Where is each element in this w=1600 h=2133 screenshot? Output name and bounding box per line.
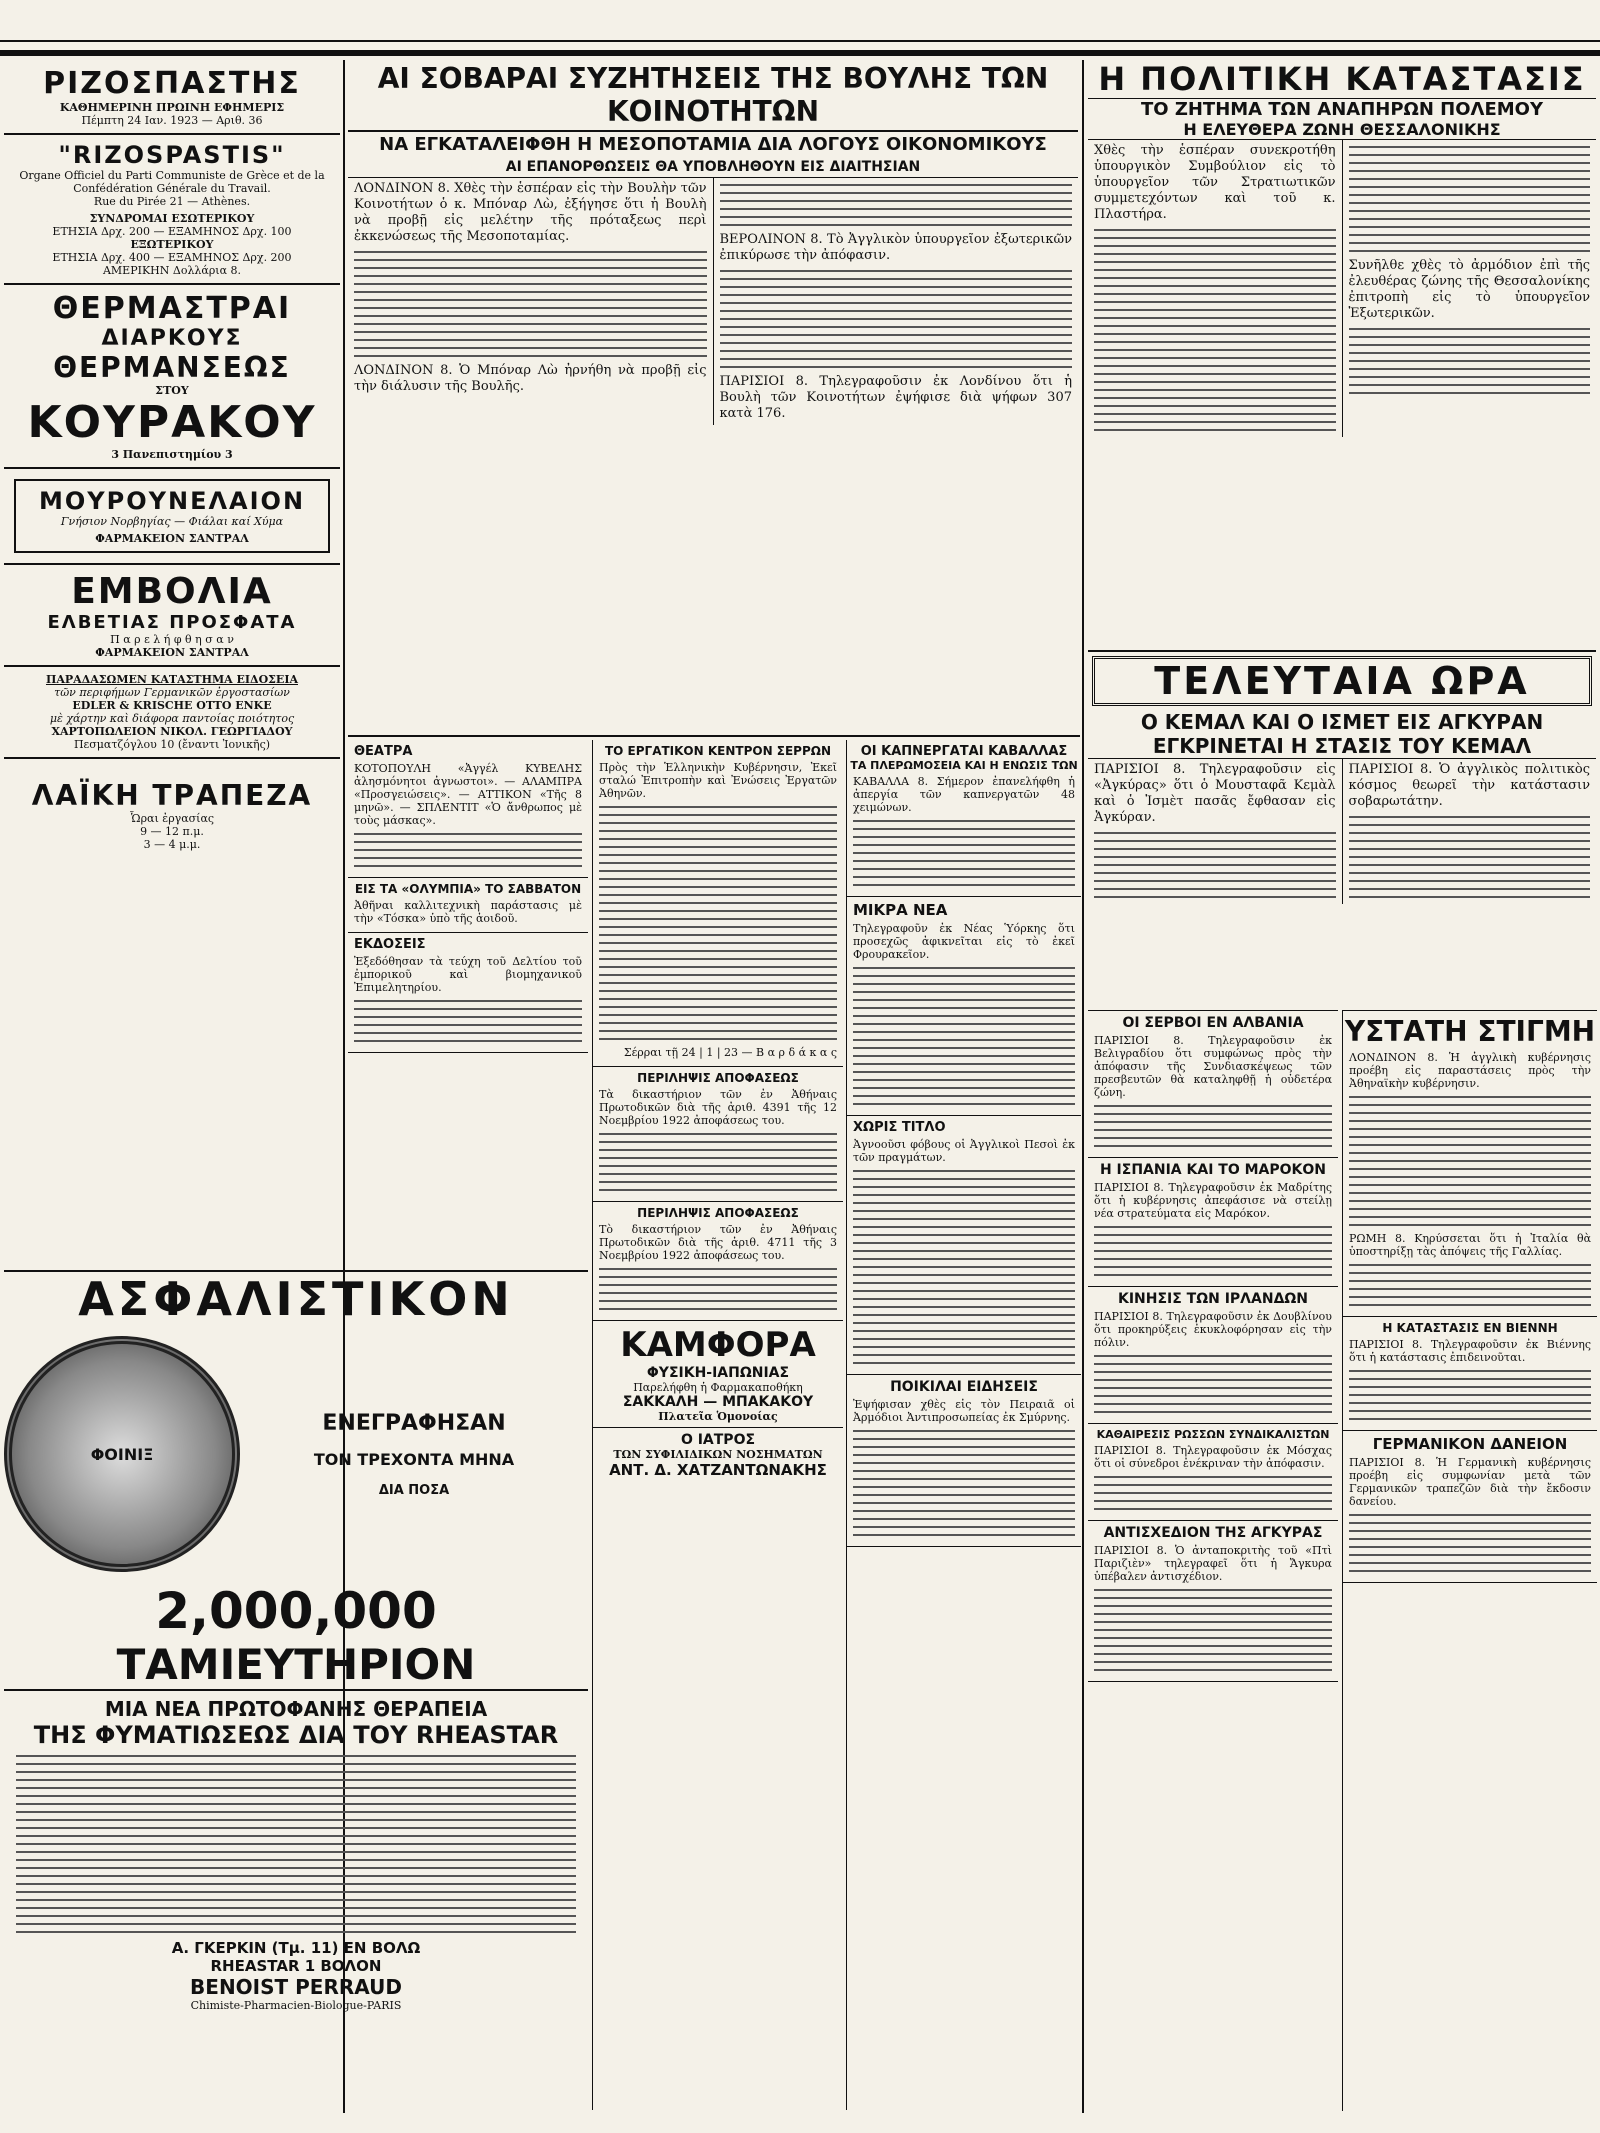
serbs-head: ΟΙ ΣΕΡΒΟΙ ΕΝ ΑΛΒΑΝΙΑ <box>1122 1015 1304 1031</box>
vienna-head: Η ΚΑΤΑΣΤΑΣΙΣ ΕΝ ΒΙΕΝΝΗ <box>1382 1321 1558 1335</box>
text-filler <box>720 184 1073 226</box>
politics-paragraph2: Συνῆλθε χθὲς τὸ ἀρμόδιον ἐπὶ τῆς ἐλευθέρας ζώνης τῆς Θεσσαλονίκης ἐπιτροπὴ εἰς τὸ ὑπουργεῖον Ἐξωτερικῶν. <box>1348 258 1590 321</box>
spain-text: ΠΑΡΙΣΙΟΙ 8. Τηλεγραφοῦσιν ἐκ Μαδρίτης ὅτι ἡ κυβέρνησις ἀπεφάσισε νὰ στείλῃ νέα στρατεύματα εἰς Μαρόκον. <box>1094 1181 1332 1220</box>
commons-bottom-rule <box>348 735 1080 737</box>
commons-paragraph3: ΛΟΝΔΙΝΟΝ 8. Ὁ Μπόναρ Λὼ ἠρνήθη νὰ προβῇ εἰς τὴν διάλυσιν τῆς Βουλῆς. <box>354 363 707 394</box>
rheastar-line1: ΜΙΑ ΝΕΑ ΠΡΩΤΟΦΑΝΗΣ ΘΕΡΑΠΕΙΑ <box>104 1697 488 1721</box>
last-hour-subheading2: ΕΓΚΡΙΝΕΤΑΙ Η ΣΤΑΣΙΣ ΤΟΥ ΚΕΜΑΛ <box>1088 734 1596 759</box>
serbs-text: ΠΑΡΙΣΙΟΙ 8. Τηλεγραφοῦσιν ἐκ Βελιγραδίου ὅτι συμφώνως πρὸς τὴν ἀπόφασιν τῆς Συνδιασκέψεως τῶν πρεσβευτῶν θὰ καταληφθῇ ἡ οὐδετέρα ζώνη. <box>1094 1034 1332 1099</box>
masthead-title: ΡΙΖΟΣΠΑΣΤΗΣ <box>43 66 301 101</box>
notice2-text: Τὸ δικαστήριον τῶν ἐν Ἀθήναις Πρωτοδικῶν διὰ τῆς ἀριθ. 4711 τῆς 3 Νοεμβρίου 1922 ἀποφάσεως του. <box>599 1223 837 1262</box>
workers-signature: Σέρραι τῇ 24 | 1 | 23 — Β α ρ δ ά κ α ς <box>623 1046 837 1059</box>
store-line4: ΧΑΡΤΟΠΩΛΕΙΟΝ ΝΙΚΟΛ. ΓΕΩΡΓΙΑΔΟΥ <box>51 725 293 738</box>
notice1-section <box>593 1067 843 1202</box>
mourouneleon-title: ΜΟΥΡΟΥΝΕΛΑΙΟΝ <box>38 487 306 515</box>
various-section <box>847 1375 1081 1547</box>
text-filler <box>1094 1105 1332 1147</box>
russian-head: ΚΑΘΑΙΡΕΣΙΣ ΡΩΣΣΩΝ ΣΥΝΔΙΚΑΛΙΣΤΩΝ <box>1096 1428 1330 1441</box>
column-2-lower <box>348 740 588 1260</box>
store-ad <box>4 667 340 759</box>
olympia-section <box>348 878 588 933</box>
laiki-ad <box>4 759 340 857</box>
theatres-section <box>348 740 588 878</box>
last-minute-section <box>1343 1011 1597 1317</box>
german-loan-head: ΓΕΡΜΑΝΙΚΟΝ ΔΑΝΕΙΟΝ <box>1372 1435 1568 1453</box>
column-4-lower <box>1088 1010 1338 2111</box>
insurance-ad <box>4 1270 588 2112</box>
kamfora-line3: Πλατεῖα Ὁμονοίας <box>658 1410 778 1423</box>
german-loan-section <box>1343 1431 1597 1583</box>
store-line3: μὲ χάρτην καὶ διάφορα παντοίας ποιότητος <box>49 712 295 725</box>
spain-section <box>1088 1158 1338 1287</box>
subscriptions-head: ΣΥΝΔΡΟΜΑΙ ΕΣΩΤΕΡΙΚΟΥ <box>89 212 255 225</box>
latin-address: Rue du Pirée 21 — Athènes. <box>93 195 251 208</box>
trexonta: ΤΟΝ ΤΡΕΧΟΝΤΑ ΜΗΝΑ <box>313 1449 515 1469</box>
iatros-line2: ΤΩΝ ΣΥΦΙΛΙΔΙΚΩΝ ΝΟΣΗΜΑΤΩΝ <box>613 1448 823 1461</box>
thermastrai-line2: ΔΙΑΡΚΟΥΣ <box>101 326 243 351</box>
text-filler <box>1094 832 1336 898</box>
ireland-text: ΠΑΡΙΣΙΟΙ 8. Τηλεγραφοῦσιν ἐκ Δουβλίνου ὅτι προκηρύξεις ἐκυκλοφόρησαν εἰς τὴν πόλιν. <box>1094 1310 1332 1349</box>
thermastrai-ad <box>4 285 340 469</box>
text-filler <box>1349 816 1591 898</box>
text-filler <box>1349 1370 1591 1420</box>
ireland-head: ΚΙΝΗΣΙΣ ΤΩΝ ΙΡΛΑΝΔΩΝ <box>1117 1291 1309 1307</box>
emvolia-pharmacy: ΦΑΡΜΑΚΕΙΟΝ ΣΑΝΤΡΑΛ <box>95 646 249 659</box>
politics-subheading2: Η ΕΛΕΥΘΕΡΑ ΖΩΝΗ ΘΕΣΣΑΛΟΝΙΚΗΣ <box>1088 120 1596 140</box>
top-thin-rule <box>0 40 1600 42</box>
various-text: Ἐψήφισαν χθὲς εἰς τὸν Πειραιᾶ οἱ Ἀρμόδιοι Ἀντιπροσωπείας ἐκ Σμύρνης. <box>853 1398 1075 1424</box>
editions-head: ΕΚΔΟΣΕΙΣ <box>354 937 426 952</box>
column-3 <box>846 740 1081 2110</box>
kamfora-line2: ΣΑΚΚΑΛΗ — ΜΠΑΚΑΚΟΥ <box>622 1394 814 1410</box>
notice1-head: ΠΕΡΙΛΗΨΙΣ ΑΠΟΦΑΣΕΩΣ <box>637 1071 799 1085</box>
text-filler <box>1349 1096 1591 1226</box>
tobacco-text: ΚΑΒΑΛΛΑ 8. Σήμερον ἐπανελήφθη ἡ ἀπεργία τῶν καπνεργατῶν 48 χειμώνων. <box>853 775 1075 814</box>
text-filler <box>354 1000 582 1042</box>
enegrafisan: ΕΝΕΓΡΑΦΗΣΑΝ <box>322 1410 506 1436</box>
politics-subheading1: ΤΟ ΖΗΤΗΜΑ ΤΩΝ ΑΝΑΠΗΡΩΝ ΠΟΛΕΜΟΥ <box>1088 98 1596 120</box>
theatres-head: ΘΕΑΤΡΑ <box>354 744 413 759</box>
last-hour-headline: ΤΕΛΕΥΤΑΙΑ ΩΡΑ <box>1092 656 1592 706</box>
dia-posa: ΔΙΑ ΠΟΣΑ <box>378 1482 450 1498</box>
laiki-line1: Ὧραι ἐργασίας <box>129 812 215 825</box>
editions-section <box>348 933 588 1053</box>
store-line1: τῶν περιφήμων Γερμανικῶν ἐργοστασίων <box>54 686 290 699</box>
store-head: ΠΑΡΑΔΑΣΩΜΕΝ ΚΑΤΑΣΤΗΜΑ ΕΙΔΟΣΕΙΑ <box>45 673 298 686</box>
emvolia-title: ΕΜΒΟΛΙΑ <box>71 571 273 612</box>
ankara-text: ΠΑΡΙΣΙΟΙ 8. Ὁ ἀνταποκριτὴς τοῦ «Πτὶ Παριζιὲν» τηλεγραφεῖ ὅτι ἡ Ἄγκυρα ὑπέβαλεν ἀντισχέδιον. <box>1094 1544 1332 1583</box>
german-loan-text: ΠΑΡΙΣΙΟΙ 8. Ἡ Γερμανικὴ κυβέρνησις προέβη εἰς συμφωνίαν μετὰ τῶν Γερμανικῶν τραπεζῶν διὰ τὴν ἔκδοσιν δανείου. <box>1349 1456 1591 1508</box>
kamfora-title: ΚΑΜΦΟΡΑ <box>620 1325 816 1365</box>
store-line5: Πεσματζόγλου 10 (ἔναντι Ἰονικῆς) <box>73 738 271 751</box>
text-filler <box>16 1755 576 1933</box>
subscriptions-foreign: ΕΤΗΣΙΑ Δρχ. 400 — ΕΞΑΜΗΝΟΣ Δρχ. 200 <box>52 251 292 264</box>
text-filler <box>1094 1589 1332 1671</box>
theatres-text: ΚΟΤΟΠΟΥΛΗ «Ἀγγέλ ΚΥΒΕΛΗΣ ἀλησμόνητοι ἀγνωστοι». — ΑΛΑΜΠΡΑ «Προσγειώσεις». — ΑΤΤΙΚΟΝ «Τῆς 8 μηνῶ». — ΣΠΛΕΝΤΙΤ «Ὁ ἄνθρωπος μὲ τοὺς μάσκας». <box>354 762 582 827</box>
vienna-section <box>1343 1317 1597 1431</box>
spain-head: Η ΙΣΠΑΝΙΑ ΚΑΙ ΤΟ ΜΑΡΟΚΟΝ <box>1099 1162 1327 1178</box>
last-minute-text2: ΡΩΜΗ 8. Κηρύσσεται ὅτι ἡ Ἰταλία θὰ ὑποστηρίξῃ τὰς ἀπόψεις τῆς Γαλλίας. <box>1349 1232 1591 1258</box>
mourouneleon-subtitle: Γνήσιον Νορβηγίας — Φιάλαι καί Χύμα <box>60 515 284 528</box>
text-filler <box>1094 1355 1332 1413</box>
thermastrai-line6: 3 Πανεπιστημίου 3 <box>111 448 233 461</box>
last-hour-article <box>1088 650 1596 904</box>
last-minute-head: ΥΣΤΑΤΗ ΣΤΙΓΜΗ <box>1344 1015 1596 1048</box>
mikra-section <box>847 897 1081 1116</box>
ankara-head: ΑΝΤΙΣΧΕΔΙΟΝ ΤΗΣ ΑΓΚΥΡΑΣ <box>1103 1525 1323 1541</box>
seal-text: ΦΟΙΝΙΞ <box>90 1444 154 1464</box>
rheastar-foot3: BENOIST PERRAUD <box>190 1975 402 1999</box>
masthead-subtitle: ΚΑΘΗΜΕΡΙΝΗ ΠΡΩΙΝΗ ΕΦΗΜΕΡΙΣ <box>59 101 285 114</box>
text-filler <box>853 1430 1075 1536</box>
text-filler <box>853 820 1075 886</box>
column-divider-4 <box>1082 60 1084 2113</box>
commons-subheading2: ΑΙ ΕΠΑΝΟΡΘΩΣΕΙΣ ΘΑ ΥΠΟΒΛΗΘΟΥΝ ΕΙΣ ΔΙΑΙΤΗΣΙΑΝ <box>348 157 1078 178</box>
laiki-title: ΛΑΪΚΗ ΤΡΑΠΕΖΑ <box>31 779 313 812</box>
ankara-section <box>1088 1521 1338 1682</box>
politics-col-b <box>1342 140 1597 437</box>
laiki-line3: 3 — 4 μ.μ. <box>143 838 201 851</box>
text-filler <box>599 806 837 1040</box>
thermastrai-line5: ΚΟΥΡΑΚΟΥ <box>27 397 317 448</box>
thermastrai-line3: ΘΕΡΜΑΝΣΕΩΣ <box>53 351 291 384</box>
kamfora-subtitle: ΦΥΣΙΚΗ-ΙΑΠΩΝΙΑΣ <box>646 1365 790 1381</box>
text-filler <box>1349 328 1591 394</box>
politics-article <box>1088 60 1596 437</box>
laiki-line2: 9 — 12 π.μ. <box>140 825 204 838</box>
mourouneleon-pharmacy: ΦΑΡΜΑΚΕΙΟΝ ΣΑΝΤΡΑΛ <box>95 532 249 545</box>
politics-col-a <box>1088 140 1342 437</box>
commons-paragraph1: ΛΟΝΔΙΝΟΝ 8. Χθὲς τὴν ἑσπέραν εἰς τὴν Βουλὴν τῶν Κοινοτήτων ὁ κ. Μπόναρ Λὼ, ἐξήγησε ὅτι ἡ Βουλὴ νὰ προβῇ εἰς μελέτην τῆς πρόταξεως περὶ ἐκκενώσεως τῆς Μεσοποταμίας. <box>354 181 707 244</box>
last-minute-text1: ΛΟΝΔΙΝΟΝ 8. Ἡ ἀγγλικὴ κυβέρνησις προέβη εἰς παραστάσεις πρὸς τὴν Ἀθηναϊκὴν κυβέρνησιν. <box>1349 1051 1591 1090</box>
tamieftirion: ΤΑΜΙΕΥΤΗΡΙΟΝ <box>4 1640 588 1691</box>
text-filler <box>1349 146 1591 252</box>
notice1-text: Τὰ δικαστήριον τῶν ἐν Ἀθήναις Πρωτοδικῶν διὰ τῆς ἀριθ. 4391 τῆς 12 Νοεμβρίου 1922 ἀποφάσεως του. <box>599 1088 837 1127</box>
rheastar-foot2: RHEASTAR 1 ΒΟΛΟΝ <box>210 1957 382 1975</box>
emvolia-subtitle2: Π α ρ ε λ ή φ θ η σ α ν <box>110 633 234 646</box>
text-filler <box>853 1170 1075 1364</box>
iatros-ad <box>593 1428 843 1483</box>
xoris-text: Ἀγνοοῦσι φόβους οἱ Ἀγγλικοὶ Πεσοὶ ἐκ τῶν πραγμάτων. <box>853 1138 1075 1164</box>
politics-headline: Η ΠΟΛΙΤΙΚΗ ΚΑΤΑΣΤΑΣΙΣ <box>1098 60 1586 98</box>
column-2b <box>592 740 843 2110</box>
commons-col-a <box>348 178 713 425</box>
rheastar-foot1: Α. ΓΚΕΡΚΙΝ (Τμ. 11) ΕΝ ΒΟΛΩ <box>171 1939 421 1957</box>
latin-masthead <box>4 135 340 285</box>
commons-article <box>348 60 1078 425</box>
workers-section <box>593 740 843 1067</box>
latin-title: "RIZOSPASTIS" <box>58 141 286 169</box>
text-filler <box>1094 1226 1332 1276</box>
rheastar-ad <box>4 1691 588 2018</box>
insurance-amount: 2,000,000 <box>155 1582 437 1640</box>
xoris-section <box>847 1116 1081 1375</box>
notice2-head: ΠΕΡΙΛΗΨΙΣ ΑΠΟΦΑΣΕΩΣ <box>637 1206 799 1220</box>
tobacco-section <box>847 740 1081 897</box>
store-line2: EDLER & KRISCHE OTTO ENKE <box>72 699 272 712</box>
thermastrai-line1: ΘΕΡΜΑΣΤΡΑΙ <box>52 291 292 326</box>
top-rule <box>0 50 1600 56</box>
tobacco-subhead: ΤΑ ΠΛΕΡΩΜΟΣΕΙΑ ΚΑΙ Η ΕΝΩΣΙΣ ΤΩΝ <box>850 759 1078 772</box>
russian-text: ΠΑΡΙΣΙΟΙ 8. Τηλεγραφοῦσιν ἐκ Μόσχας ὅτι οἱ σύνεδροι ἐνέκριναν τὴν ἀπόφασιν. <box>1094 1444 1332 1470</box>
serbs-section <box>1088 1011 1338 1158</box>
iatros-line3: ΑΝΤ. Δ. ΧΑΤΖΑΝΤΩΝΑΚΗΣ <box>609 1461 827 1479</box>
rheastar-line2: ΤΗΣ ΦΥΜΑΤΙΩΣΕΩΣ ΔΙΑ ΤΟΥ RHEASTAR <box>33 1721 559 1749</box>
text-filler <box>1094 1476 1332 1510</box>
text-filler <box>599 1133 837 1191</box>
workers-head: ΤΟ ΕΡΓΑΤΙΚΟΝ ΚΕΝΤΡΟΝ ΣΕΡΡΩΝ <box>604 744 832 758</box>
text-filler <box>853 967 1075 1105</box>
latin-subtitle: Organe Officiel du Parti Communiste de Grèce et de la Confédération Générale du Travail. <box>19 169 325 195</box>
vienna-text: ΠΑΡΙΣΙΟΙ 8. Τηλεγραφοῦσιν ἐκ Βιέννης ὅτι ἡ κατάστασις ἐπιδεινοῦται. <box>1349 1338 1591 1364</box>
last-hour-col-a <box>1088 759 1342 904</box>
ireland-section <box>1088 1287 1338 1424</box>
subscriptions-domestic: ΕΤΗΣΙΑ Δρχ. 200 — ΕΞΑΜΗΝΟΣ Δρχ. 100 <box>52 225 292 238</box>
phoenix-seal <box>4 1336 240 1572</box>
xoris-head: ΧΩΡΙΣ ΤΙΤΛΟ <box>853 1120 946 1135</box>
iatros-line1: Ο ΙΑΤΡΟΣ <box>680 1432 756 1448</box>
emvolia-subtitle: ΕΛΒΕΤΙΑΣ ΠΡΟΣΦΑΤΑ <box>47 612 297 633</box>
commons-paragraph4: ΠΑΡΙΣΙΟΙ 8. Τηλεγραφοῦσιν ἐκ Λονδίνου ὅτι ἡ Βουλὴ τῶν Κοινοτήτων ἐψήφισε διὰ ψήφων 307 κατὰ 176. <box>719 374 1072 421</box>
editions-text: Ἐξεδόθησαν τὰ τεύχη τοῦ Δελτίου τοῦ ἐμπορικοῦ καὶ βιομηχανικοῦ Ἐπιμελητηρίου. <box>354 955 582 994</box>
various-head: ΠΟΙΚΙΛΑΙ ΕΙΔΗΣΕΙΣ <box>890 1379 1038 1395</box>
olympia-head: ΕΙΣ ΤΑ «ΟΛΥΜΠΙΑ» ΤΟ ΣΑΒΒΑΤΟΝ <box>354 882 582 896</box>
russian-section <box>1088 1424 1338 1521</box>
last-hour-paragraph2: ΠΑΡΙΣΙΟΙ 8. Ὁ ἀγγλικὸς πολιτικὸς κόσμος θεωρεῖ τὴν κατάστασιν σοβαρωτάτην. <box>1348 762 1590 809</box>
mikra-text: Τηλεγραφοῦν ἐκ Νέας Ὑόρκης ὅτι προσεχῶς ἀφικνεῖται εἰς τὸ ἐκεῖ Φρουρακεῖον. <box>853 922 1075 961</box>
commons-paragraph2: ΒΕΡΟΛΙΝΟΝ 8. Τὸ Ἀγγλικὸν ὑπουργεῖον ἐξωτερικῶν ἐπικύρωσε τὴν ἀπόφασιν. <box>719 232 1072 263</box>
masthead <box>4 60 340 135</box>
last-hour-subheading1: Ο ΚΕΜΑΛ ΚΑΙ Ο ΙΣΜΕΤ ΕΙΣ ΑΓΚΥΡΑΝ <box>1140 710 1544 734</box>
rheastar-foot4: Chimiste-Pharmacien-Biologue-PARIS <box>190 1999 402 2012</box>
column-5-lower <box>1342 1010 1597 2111</box>
text-filler <box>354 251 707 357</box>
kamfora-line1: Παρελήφθη ἡ Φαρμακαποθήκη <box>633 1381 803 1394</box>
text-filler <box>1349 1264 1591 1306</box>
tobacco-head: ΟΙ ΚΑΠΝΕΡΓΑΤΑΙ ΚΑΒΑΛΛΑΣ <box>860 744 1068 759</box>
text-filler <box>720 270 1073 368</box>
last-hour-col-b <box>1342 759 1597 904</box>
masthead-date: Πέμπτη 24 Ιαν. 1923 — Αριθ. 36 <box>81 114 263 127</box>
notice2-section <box>593 1202 843 1321</box>
last-hour-paragraph1: ΠΑΡΙΣΙΟΙ 8. Τηλεγραφοῦσιν εἰς «Ἀγκύρας» ὅτι ὁ Μουσταφᾶ Κεμὰλ καὶ ὁ Ἰσμὲτ πασᾶς ἔφθασαν εἰς Ἀγκύραν. <box>1094 762 1336 825</box>
insurance-title: ΑΣΦΑΛΙΣΤΙΚΟΝ <box>78 1272 514 1326</box>
workers-text: Πρὸς τὴν Ἑλληνικὴν Κυβέρνησιν, Ἐκεῖ σταλώ Ἐπιτροπὴν καὶ Ἐνώσεις Ἐργατῶν Ἀθηνῶν. <box>599 761 837 800</box>
subscriptions-america: ΑΜΕΡΙΚΗΝ Δολλάρια 8. <box>102 264 242 277</box>
text-filler <box>354 833 582 867</box>
kamfora-ad <box>593 1321 843 1428</box>
subscriptions-foreign-head: ΕΞΩΤΕΡΙΚΟΥ <box>130 238 214 251</box>
olympia-text: Ἀθῆναι καλλιτεχνικὴ παράστασις μὲ τὴν «Τόσκα» ὑπὸ τῆς ἀοιδοῦ. <box>354 899 582 925</box>
commons-subheading1: ΝΑ ΕΓΚΑΤΑΛΕΙΦΘΗ Η ΜΕΣΟΠΟΤΑΜΙΑ ΔΙΑ ΛΟΓΟΥΣ ΟΙΚΟΝΟΜΙΚΟΥΣ <box>379 134 1047 155</box>
text-filler <box>1094 229 1336 431</box>
text-filler <box>599 1268 837 1310</box>
thermastrai-line4: ΣΤΟΥ <box>155 384 189 397</box>
politics-paragraph1: Χθὲς τὴν ἑσπέραν συνεκροτήθη ὑπουργικὸν Συμβούλιον εἰς τὸ ὑπουργεῖον τῶν Στρατιωτικῶν συμμετεχόντων καὶ τοῦ κ. Πλαστήρα. <box>1094 143 1336 222</box>
commons-headline: ΑΙ ΣΟΒΑΡΑΙ ΣΥΖΗΤΗΣΕΙΣ ΤΗΣ ΒΟΥΛΗΣ ΤΩΝ ΚΟΙΝΟΤΗΤΩΝ <box>348 60 1078 132</box>
commons-col-b <box>713 178 1079 425</box>
mikra-head: ΜΙΚΡΑ ΝΕΑ <box>853 901 948 919</box>
text-filler <box>1349 1514 1591 1572</box>
mourouneleon-ad <box>4 469 340 565</box>
emvolia-ad <box>4 565 340 667</box>
